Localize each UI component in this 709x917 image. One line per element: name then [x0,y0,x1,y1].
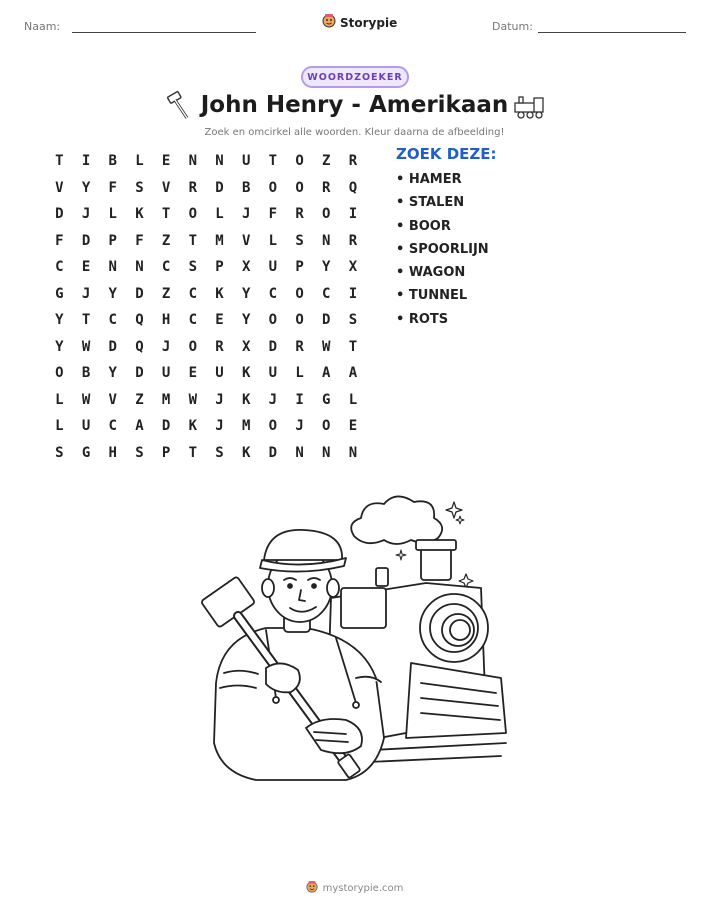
grid-letter[interactable]: L [295,365,304,382]
brand-name: Storypie [340,16,398,30]
grid-row [46,413,366,440]
grid-letter[interactable]: X [348,259,358,276]
grid-letter[interactable]: L [55,391,64,408]
grid-letter[interactable]: N [135,259,144,276]
grid-letter[interactable]: S [135,444,144,461]
name-label: Naam: [24,20,61,33]
grid-letter[interactable]: B [108,153,117,170]
grid-letter[interactable]: T [268,153,278,170]
grid-letter[interactable]: E [161,153,171,170]
grid-letter[interactable]: U [215,365,224,382]
grid-letter[interactable]: P [215,259,224,276]
grid-row [46,387,366,414]
grid-letter[interactable]: N [322,232,331,249]
grid-letter[interactable]: O [322,206,331,223]
find-title: ZOEK DEZE: [396,145,497,163]
word-list-item: • WAGON [396,265,466,281]
brand [322,13,397,33]
grid-letter[interactable]: O [295,153,304,170]
word-search-grid[interactable] [46,148,366,466]
word-list-item: • HAMER [396,172,462,187]
coloring-illustration[interactable] [196,488,516,787]
grid-letter[interactable]: V [55,179,64,196]
steam-cloud-icon [351,496,442,544]
grid-letter[interactable]: O [268,179,278,196]
grid-letter[interactable]: I [295,391,304,408]
grid-letter[interactable]: J [215,391,224,408]
storypie-logo-icon [322,13,336,33]
grid-letter[interactable]: J [81,285,91,302]
grid-letter[interactable]: T [188,444,197,461]
grid-letter[interactable]: J [81,206,91,223]
grid-letter[interactable]: J [161,338,171,355]
grid-letter[interactable]: T [348,338,358,355]
grid-row [46,201,366,228]
grid-row [46,281,366,308]
grid-letter[interactable]: Y [241,312,251,329]
grid-letter[interactable]: K [188,418,197,435]
grid-letter[interactable]: C [188,285,197,302]
grid-letter[interactable]: U [268,365,278,382]
grid-letter[interactable]: N [215,153,224,170]
grid-letter[interactable]: J [241,206,251,223]
category-badge: WOORDZOEKER [301,66,409,88]
grid-letter[interactable]: S [135,179,144,196]
grid-letter[interactable]: C [322,285,331,302]
grid-letter[interactable]: Z [135,391,144,408]
grid-letter[interactable]: O [268,418,278,435]
grid-letter[interactable]: E [188,365,197,382]
grid-letter[interactable]: Y [55,338,64,355]
name-line[interactable] [72,32,256,33]
grid-letter[interactable]: D [161,418,171,435]
grid-letter[interactable]: Y [241,285,251,302]
grid-letter[interactable]: K [241,365,251,382]
grid-letter[interactable]: T [55,153,64,170]
grid-letter[interactable]: D [55,206,64,223]
word-list-item: • TUNNEL [396,288,468,304]
grid-letter[interactable]: H [108,444,117,461]
grid-letter[interactable]: P [161,444,171,461]
grid-letter[interactable]: D [215,179,224,196]
grid-letter[interactable]: E [81,259,91,276]
grid-letter[interactable]: W [188,391,197,408]
grid-letter[interactable]: T [81,312,91,329]
grid-letter[interactable]: R [295,338,304,355]
grid-letter[interactable]: Y [55,312,64,329]
grid-letter[interactable]: U [161,365,171,382]
grid-letter[interactable]: L [135,153,144,170]
word-list-item: • BOOR [396,218,451,234]
grid-letter[interactable]: Y [322,259,331,276]
grid-letter[interactable]: Z [161,232,171,249]
footer-link[interactable]: mystorypie.com [322,883,404,894]
grid-letter[interactable]: C [55,259,64,276]
grid-letter[interactable]: C [108,312,117,329]
grid-letter[interactable]: Z [161,285,171,302]
grid-letter[interactable]: Y [108,365,117,382]
grid-letter[interactable]: M [215,232,224,249]
grid-letter[interactable]: C [268,285,278,302]
grid-letter[interactable]: I [348,206,358,223]
grid-letter[interactable]: G [81,444,91,461]
grid-letter[interactable]: N [295,444,304,461]
grid-letter[interactable]: M [161,391,171,408]
grid-row [46,175,366,202]
grid-letter[interactable]: V [108,391,117,408]
grid-letter[interactable]: N [108,259,117,276]
grid-letter[interactable]: T [188,232,197,249]
locomotive-icon [512,94,548,124]
footer [0,880,709,897]
grid-letter[interactable]: O [322,418,331,435]
grid-letter[interactable]: P [295,259,304,276]
grid-letter[interactable]: K [215,285,224,302]
grid-letter[interactable]: A [135,418,144,435]
grid-letter[interactable]: R [215,338,224,355]
grid-letter[interactable]: G [55,285,64,302]
grid-letter[interactable]: O [268,312,278,329]
grid-letter[interactable]: R [348,153,358,170]
word-list-item: • STALEN [396,195,465,211]
grid-letter[interactable]: D [108,338,117,355]
grid-row [46,228,366,255]
grid-row [46,254,366,281]
grid-letter[interactable]: Z [322,153,331,170]
grid-letter[interactable]: S [188,259,197,276]
grid-letter[interactable]: O [55,365,64,382]
grid-letter[interactable]: S [295,232,304,249]
grid-letter[interactable]: I [81,153,91,170]
grid-letter[interactable]: C [188,312,197,329]
grid-letter[interactable]: R [348,232,358,249]
grid-letter[interactable]: D [135,285,144,302]
grid-letter[interactable]: N [348,444,358,461]
grid-letter[interactable]: K [241,391,251,408]
grid-letter[interactable]: W [81,391,91,408]
grid-letter[interactable]: S [215,444,224,461]
grid-letter[interactable]: E [348,418,358,435]
instructions: Zoek en omcirkel alle woorden. Kleur daarna de afbeelding! [204,127,505,138]
grid-letter[interactable]: W [322,338,331,355]
grid-letter[interactable]: O [295,285,304,302]
grid-letter[interactable]: K [135,206,144,223]
word-list-item: • SPOORLIJN [396,241,489,257]
grid-letter[interactable]: D [135,365,144,382]
grid-letter[interactable]: B [81,365,91,382]
grid-letter[interactable]: L [348,391,358,408]
grid-letter[interactable]: C [108,418,117,435]
grid-letter[interactable]: R [322,179,331,196]
grid-letter[interactable]: U [241,153,251,170]
grid-letter[interactable]: M [241,418,251,435]
grid-letter[interactable]: A [322,365,331,382]
grid-letter[interactable]: F [108,179,117,196]
date-label: Datum: [492,20,533,33]
grid-row [46,360,366,387]
grid-letter[interactable]: F [55,232,64,249]
grid-letter[interactable]: I [348,285,358,302]
grid-letter[interactable]: T [161,206,171,223]
grid-letter[interactable]: N [188,153,197,170]
grid-letter[interactable]: Q [135,338,144,355]
grid-letter[interactable]: O [188,338,197,355]
grid-letter[interactable]: L [108,206,117,223]
grid-letter[interactable]: O [295,312,304,329]
grid-letter[interactable]: Y [108,285,117,302]
date-line[interactable] [538,32,686,33]
grid-letter[interactable]: R [188,179,197,196]
grid-letter[interactable]: J [215,418,224,435]
grid-letter[interactable]: U [268,259,278,276]
grid-letter[interactable]: P [108,232,117,249]
page-title: John Henry - Amerikaan [200,92,509,118]
grid-letter[interactable]: Q [135,312,144,329]
grid-letter[interactable]: H [161,312,171,329]
grid-letter[interactable]: D [268,338,278,355]
storypie-logo-icon [306,880,318,897]
grid-letter[interactable]: A [348,365,358,382]
grid-letter[interactable]: S [55,444,64,461]
grid-letter[interactable]: O [295,179,304,196]
grid-letter[interactable]: R [295,206,304,223]
grid-letter[interactable]: D [81,232,91,249]
grid-letter[interactable]: X [241,338,251,355]
grid-letter[interactable]: D [322,312,331,329]
grid-letter[interactable]: D [268,444,278,461]
grid-row [46,334,366,361]
grid-letter[interactable]: V [161,179,171,196]
grid-row [46,148,366,175]
grid-letter[interactable]: L [215,206,224,223]
grid-letter[interactable]: U [81,418,91,435]
john-henry-drawing [201,530,384,780]
grid-row [46,307,366,334]
grid-letter[interactable]: N [322,444,331,461]
grid-letter[interactable]: F [268,206,278,223]
grid-letter[interactable]: V [241,232,251,249]
grid-letter[interactable]: S [348,312,358,329]
grid-letter[interactable]: K [241,444,251,461]
grid-letter[interactable]: E [215,312,224,329]
word-list [396,172,489,335]
grid-letter[interactable]: L [268,232,278,249]
grid-letter[interactable]: C [161,259,171,276]
grid-letter[interactable]: Y [81,179,91,196]
grid-letter[interactable]: F [135,232,144,249]
grid-letter[interactable]: J [268,391,278,408]
grid-letter[interactable]: W [81,338,91,355]
grid-letter[interactable]: B [241,179,251,196]
grid-letter[interactable]: Q [348,179,358,196]
grid-row [46,440,366,467]
grid-letter[interactable]: G [322,391,331,408]
grid-letter[interactable]: L [55,418,64,435]
grid-letter[interactable]: J [295,418,304,435]
word-list-item: • ROTS [396,311,449,327]
grid-letter[interactable]: X [241,259,251,276]
grid-letter[interactable]: O [188,206,197,223]
